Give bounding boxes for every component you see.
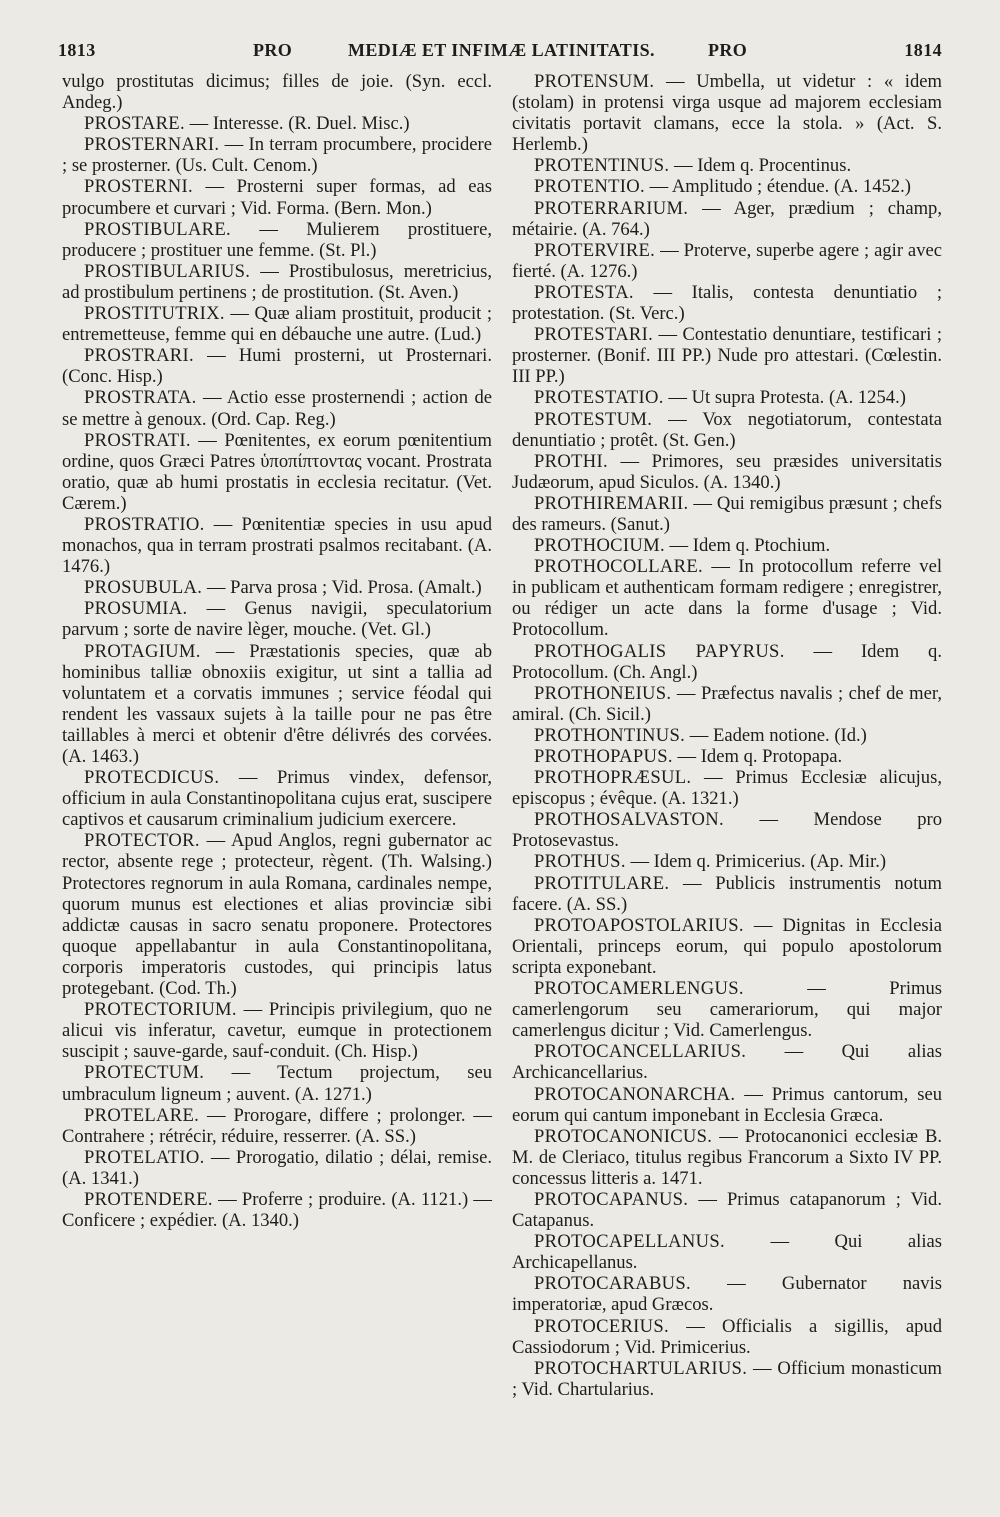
entry-headword: PROTOAPOSTOLARIUS. (534, 914, 744, 936)
dictionary-entry (512, 1273, 942, 1315)
entry-definition: — Officium monasticum ; Vid. Chartularius. (512, 1357, 942, 1400)
entry-headword: PROTESTATIO. (534, 387, 664, 409)
entry-headword: PROSTRATA. (84, 387, 197, 409)
dictionary-entry (62, 1147, 492, 1189)
entry-definition: — Contestatio denuntiare, testificari ; prosterner. (Bonif. III PP.) Nude pro attestari. (Cœlestin. III PP.) (512, 324, 942, 388)
entry-headword: PROTHI. (534, 450, 608, 472)
dictionary-entry (512, 198, 942, 240)
entry-definition: — Primus vindex, defensor, officium in aula Constantinopolitana cujus erat, suscipere captivos et causarum criminalium judicium exercere. (62, 767, 492, 831)
entry-definition: — Apud Anglos, regni gubernator ac rector, absente rege ; protecteur, règent. (Th. Walsing.) Protectores regnorum in aula Romana, cardinales nempe, quorum munus est electiones et alias provinciæ sibi addictæ causas in sacro senatu proponere. Protectores quoque appellabantur in aula Constantinopolitana, corporis imperatoris custodes, qui principis latus protegebant. (Cod. Th.) (62, 830, 492, 1000)
entry-headword: PROTERVIRE. (534, 239, 656, 261)
entry-definition: — Umbella, ut videtur : « idem (stolam) in protensi virga usque ad majorem ecclesiam civitatis portavit clamans, ecce la stola. » (Act. S. Herlemb.) (512, 71, 942, 156)
dictionary-entry (512, 324, 942, 387)
entry-definition: — Primores, seu præsides universitatis Judæorum, apud Siculos. (A. 1340.) (512, 450, 942, 493)
right-column (512, 71, 942, 1400)
dictionary-entry (62, 430, 492, 514)
entry-definition: — Ut supra Protesta. (A. 1254.) (668, 387, 906, 409)
dictionary-entry (62, 387, 492, 429)
entry-headword: PROTESTA. (534, 281, 634, 303)
entry-definition: — Ager, prædium ; champ, métairie. (A. 764.) (512, 197, 942, 240)
entry-definition: — Idem q. Ptochium. (669, 535, 831, 557)
dictionary-entry (512, 851, 942, 872)
dictionary-entry (62, 134, 492, 176)
entry-definition: — Tectum projectum, seu umbraculum ligneum ; auvent. (A. 1271.) (62, 1062, 492, 1105)
dictionary-entry (512, 1041, 942, 1083)
entry-definition: — Humi prosterni, ut Prosternari. (Conc. Hisp.) (62, 345, 492, 388)
page-number-left: 1813 (58, 40, 96, 60)
entry-definition: — Idem q. Primicerius. (Ap. Mir.) (630, 851, 887, 873)
entry-headword: PROSTERNI. (84, 176, 193, 198)
dictionary-entry (512, 978, 942, 1041)
entry-definition: — Qui alias Archicapellanus. (512, 1231, 942, 1274)
entry-definition: — Italis, contesta denuntiatio ; protestation. (St. Verc.) (512, 281, 942, 325)
dictionary-entry (512, 240, 942, 282)
entry-headword: PROTESTARI. (534, 324, 654, 346)
dictionary-entry (62, 577, 492, 598)
entry-definition: — Primus Ecclesiæ alicujus, episcopus ; évêque. (A. 1321.) (512, 767, 942, 810)
entry-headword: PROTHOSALVASTON. (534, 809, 724, 831)
entry-headword: PROTELARE. (84, 1104, 200, 1126)
dictionary-entry (512, 767, 942, 809)
dictionary-entry (512, 282, 942, 324)
entry-definition: — Gubernator navis imperatoriæ, apud Græcos. (512, 1273, 943, 1316)
entry-headword: PROTELATIO. (84, 1146, 205, 1168)
entry-definition: — Pœnitentes, ex eorum pœnitentium ordine, quos Græci Patres ὑποπίπτοντας vocant. Prostrata oratio, quæ ab humi prostatis in ecclesia recitatur. (Vet. Cærem.) (62, 429, 492, 514)
dictionary-entry (512, 176, 942, 197)
entry-definition: — Parva prosa ; Vid. Prosa. (Amalt.) (206, 577, 482, 599)
left-column (62, 71, 492, 1231)
entry-definition: — In terram procumbere, procidere ; se prosterner. (Us. Cult. Cenom.) (62, 134, 492, 177)
entry-headword: PROTHUS. (534, 851, 626, 873)
entry-headword: PROTENTIO. (534, 176, 645, 198)
entry-definition: — Præfectus navalis ; chef de mer, amiral. (Ch. Sicil.) (512, 682, 942, 725)
page-number-right: 1814 (904, 40, 942, 60)
entry-headword: PROTHOPRÆSUL. (534, 767, 692, 789)
entry-definition: — Qui alias Archicancellarius. (512, 1041, 943, 1084)
entry-headword: PROTOCAPANUS. (534, 1188, 689, 1210)
entry-headword: PROSUMIA. (84, 598, 188, 620)
dictionary-entry (512, 683, 942, 725)
dictionary-entry (62, 261, 492, 303)
entry-headword: PROTAGIUM. (84, 640, 201, 662)
entry-headword: PROSTIBULARE. (84, 218, 231, 240)
entry-headword: PROSTRATI. (84, 429, 191, 451)
page-header (58, 40, 942, 66)
entry-headword: PROTOCANCELLARIUS. (534, 1041, 747, 1063)
dictionary-entry (512, 1126, 942, 1189)
entry-definition: — Eadem notione. (Id.) (689, 724, 867, 746)
dictionary-entry (62, 1105, 492, 1147)
dictionary-entry (512, 1316, 942, 1358)
dictionary-entry (62, 514, 492, 577)
entry-headword: PROTECDICUS. (84, 767, 220, 789)
dictionary-entry (62, 219, 492, 261)
dictionary-entry (512, 746, 942, 767)
entry-headword: PROSTIBULARIUS. (84, 260, 251, 282)
entry-definition: — Prostibulosus, meretricius, ad prostibulum pertinens ; de prostitution. (St. Aven.) (62, 260, 493, 303)
entry-definition: — Proferre ; produire. (A. 1121.) — Conficere ; expédier. (A. 1340.) (62, 1188, 492, 1232)
entry-definition: — Officialis a sigillis, apud Cassiodorum ; Vid. Primicerius. (512, 1315, 942, 1358)
dictionary-entry (512, 725, 942, 746)
entry-definition: — Pœnitentiæ species in usu apud monachos, qua in terram prostrati psalmos recitabant. (A. 1476.) (62, 513, 492, 578)
entry-definition: — Publicis instrumentis notum facere. (A. SS.) (512, 872, 942, 915)
entry-definition: — Prorogatio, dilatio ; délai, remise. (A. 1341.) (62, 1146, 492, 1189)
entry-definition: — Idem q. Protopapa. (677, 746, 843, 767)
entry-continuation (62, 71, 492, 113)
dictionary-entry (62, 345, 492, 387)
dictionary-entry (512, 809, 942, 851)
entry-headword: PROSTRATIO. (84, 513, 205, 535)
entry-headword: PROTECTUM. (84, 1062, 205, 1084)
dictionary-entry (512, 915, 942, 978)
entry-definition: — Primus camerlengorum seu camerariorum, qui major camerlengus dicitur ; Vid. Camerlengus. (512, 978, 942, 1042)
dictionary-entry (512, 1231, 942, 1273)
dictionary-entry (62, 598, 492, 640)
entry-definition: — Idem q. Procentinus. (673, 155, 852, 177)
dictionary-entry (512, 1189, 942, 1231)
entry-definition: — Prorogare, differe ; prolonger. — Contrahere ; rétrécir, réduire, resserrer. (A. SS.) (62, 1104, 492, 1147)
entry-headword: PROTOCANONARCHA. (534, 1083, 736, 1105)
dictionary-entry (512, 493, 942, 535)
running-head-right: PRO (708, 40, 748, 60)
entry-headword: PROTOCERIUS. (534, 1315, 669, 1337)
entry-headword: PROTOCAPELLANUS. (534, 1231, 725, 1253)
entry-headword: PROTOCARABUS. (534, 1273, 691, 1295)
entry-headword: PROTITULARE. (534, 872, 670, 894)
entry-headword: PROSTRARI. (84, 345, 194, 367)
entry-headword: PROTHOPAPUS. (534, 746, 673, 767)
entry-headword: PROTOCHARTULARIUS. (534, 1357, 748, 1379)
dictionary-entry (512, 1084, 942, 1126)
running-head-left: PRO (253, 40, 293, 60)
entry-definition: — Præstationis species, quæ ab hominibus talliæ obnoxiis exigitur, ut sint a tallia ad voluntatem et a corvatis immunes ; service féodal qui rendent les vassaux sujets à la taille pour ne pas être taillables à merci et obtenir d'être délivrés des corvées. (A. 1463.) (62, 640, 492, 767)
dictionary-entry (512, 451, 942, 493)
entry-definition: — Actio esse prosternendi ; action de se mettre à genoux. (Ord. Cap. Reg.) (62, 387, 492, 430)
entry-definition: — Idem q. Protocollum. (Ch. Angl.) (512, 640, 943, 683)
dictionary-entry (62, 999, 492, 1062)
entry-headword: PROTHOGALIS PAPYRUS. (534, 640, 785, 662)
entry-headword: PROTHIREMARII. (534, 492, 689, 514)
dictionary-entry (512, 155, 942, 176)
dictionary-entry (512, 873, 942, 915)
entry-definition: — Prosterni super formas, ad eas procumbere et curvari ; Vid. Forma. (Bern. Mon.) (62, 176, 492, 219)
entry-definition: — Vox negotiatorum, contestata denuntiatio ; protêt. (St. Gen.) (512, 408, 942, 451)
dictionary-entry (62, 113, 492, 134)
dictionary-entry (62, 176, 492, 218)
dictionary-entry (512, 387, 942, 408)
entry-definition: vulgo prostitutas dicimus; filles de joie. (Syn. eccl. Andeg.) (62, 71, 492, 114)
entry-headword: PROSTERNARI. (84, 134, 220, 156)
entry-headword: PROTENSUM. (534, 71, 655, 92)
dictionary-entry (512, 556, 942, 640)
entry-headword: PROTENDERE. (84, 1188, 213, 1210)
entry-headword: PROSUBULA. (84, 577, 203, 599)
entry-definition: — Dignitas in Ecclesia Orientali, princeps eorum, qui populo apostolorum scripta exponebant. (512, 914, 942, 978)
dictionary-entry (512, 535, 942, 556)
entry-headword: PROTHOCOLLARE. (534, 556, 703, 578)
entry-headword: PROTERRARIUM. (534, 197, 689, 219)
dictionary-entry (512, 409, 942, 451)
dictionary-entry (62, 641, 492, 768)
entry-definition: — Proterve, superbe agere ; agir avec fierté. (A. 1276.) (512, 239, 942, 282)
entry-headword: PROTHOCIUM. (534, 535, 665, 557)
entry-definition: — Primus cantorum, seu eorum qui cantum imponebant in Ecclesia Græca. (512, 1083, 942, 1126)
entry-definition: — Mulierem prostituere, producere ; prostituer une femme. (St. Pl.) (62, 218, 492, 261)
entry-definition: — Principis privilegium, quo ne alicui vis inferatur, cavetur, eumque in protectionem suscipit ; sauve-garde, sauf-conduit. (Ch. Hisp.) (62, 999, 492, 1063)
entry-headword: PROSTITUTRIX. (84, 303, 225, 325)
dictionary-entry (62, 303, 492, 345)
entry-definition: — Mendose pro Protosevastus. (512, 809, 943, 852)
dictionary-entry (512, 1358, 942, 1400)
entry-headword: PROTECTORIUM. (84, 999, 237, 1021)
entry-definition: — Quæ aliam prostituit, producit ; entremetteuse, femme qui en débauche une autre. (Lud.) (62, 303, 492, 346)
dictionary-entry (62, 830, 492, 999)
dictionary-entry (62, 767, 492, 830)
entry-headword: PROSTARE. (84, 113, 185, 135)
entry-definition: — Interesse. (R. Duel. Misc.) (189, 113, 410, 135)
entry-definition: — In protocollum referre vel in publicam et authenticam formam redigere ; enregistrer, ou rédiger un acte dans la forme d'usage ; Vid. Protocollum. (512, 556, 943, 641)
dictionary-entry (62, 1062, 492, 1104)
dictionary-entry (512, 641, 942, 683)
entry-headword: PROTESTUM. (534, 408, 653, 430)
entry-headword: PROTHONTINUS. (534, 724, 686, 746)
entry-headword: PROTECTOR. (84, 830, 200, 852)
entry-definition: — Genus navigii, speculatorium parvum ; sorte de navire lèger, mouche. (Vet. Gl.) (62, 598, 492, 641)
page-title: MEDIÆ ET INFIMÆ LATINITATIS. (348, 40, 655, 60)
entry-definition: — Primus catapanorum ; Vid. Catapanus. (512, 1188, 943, 1232)
entry-definition: — Amplitudo ; étendue. (A. 1452.) (649, 176, 911, 198)
entry-headword: PROTHONEIUS. (534, 682, 672, 704)
entry-headword: PROTENTINUS. (534, 155, 670, 177)
dictionary-entry (62, 1189, 492, 1231)
entry-definition: — Protocanonici ecclesiæ B. M. de Cleriaco, titulus regibus Francorum a Sixto IV PP. concessus litteris a. 1471. (512, 1125, 942, 1189)
dictionary-entry (512, 71, 942, 155)
entry-headword: PROTOCANONICUS. (534, 1125, 713, 1147)
entry-definition: — Qui remigibus præsunt ; chefs des rameurs. (Sanut.) (512, 492, 942, 535)
entry-headword: PROTOCAMERLENGUS. (534, 978, 744, 1000)
